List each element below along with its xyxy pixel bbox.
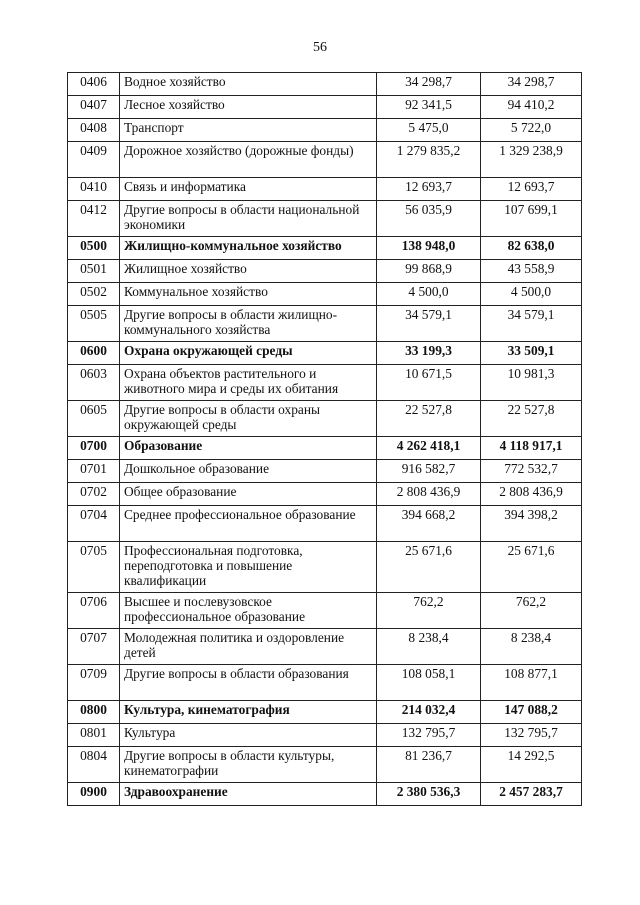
value-2013-cell: 34 298,7	[377, 73, 481, 96]
value-2013-cell: 99 868,9	[377, 260, 481, 283]
code-cell: 0406	[68, 73, 120, 96]
table-row	[68, 460, 582, 483]
value-2014-cell: 107 699,1	[481, 201, 582, 237]
name-cell: Другие вопросы в области образования	[120, 665, 377, 701]
code-cell: 0600	[68, 342, 120, 365]
value-2014-cell: 34 579,1	[481, 306, 582, 342]
value-2013-cell: 4 262 418,1	[377, 437, 481, 460]
table-row	[68, 542, 582, 593]
value-2014-cell: 34 298,7	[481, 73, 582, 96]
table-row	[68, 260, 582, 283]
budget-table-body	[68, 73, 582, 806]
code-cell: 0407	[68, 96, 120, 119]
name-cell: Дошкольное образование	[120, 460, 377, 483]
name-cell: Культура, кинематография	[120, 701, 377, 724]
table-row	[68, 437, 582, 460]
name-cell: Лесное хозяйство	[120, 96, 377, 119]
value-2013-cell: 25 671,6	[377, 542, 481, 593]
value-2013-cell: 916 582,7	[377, 460, 481, 483]
value-2013-cell: 10 671,5	[377, 365, 481, 401]
code-cell: 0605	[68, 401, 120, 437]
table-row	[68, 401, 582, 437]
value-2013-cell: 33 199,3	[377, 342, 481, 365]
value-2013-cell: 12 693,7	[377, 178, 481, 201]
name-cell: Молодежная политика и оздоровление детей	[120, 629, 377, 665]
name-cell: Коммунальное хозяйство	[120, 283, 377, 306]
value-2013-cell: 8 238,4	[377, 629, 481, 665]
value-2013-cell: 108 058,1	[377, 665, 481, 701]
table-row	[68, 306, 582, 342]
name-cell: Водное хозяйство	[120, 73, 377, 96]
name-cell: Охрана окружающей среды	[120, 342, 377, 365]
value-2013-cell: 4 500,0	[377, 283, 481, 306]
value-2014-cell: 2 808 436,9	[481, 483, 582, 506]
value-2014-cell: 5 722,0	[481, 119, 582, 142]
code-cell: 0408	[68, 119, 120, 142]
value-2013-cell: 2 808 436,9	[377, 483, 481, 506]
table-row	[68, 724, 582, 747]
value-2013-cell: 5 475,0	[377, 119, 481, 142]
name-cell: Дорожное хозяйство (дорожные фонды)	[120, 142, 377, 178]
name-cell: Жилищно-коммунальное хозяйство	[120, 237, 377, 260]
table-row	[68, 701, 582, 724]
name-cell: Другие вопросы в области охраны окружающей среды	[120, 401, 377, 437]
code-cell: 0704	[68, 506, 120, 542]
value-2013-cell: 762,2	[377, 593, 481, 629]
value-2014-cell: 94 410,2	[481, 96, 582, 119]
value-2014-cell: 22 527,8	[481, 401, 582, 437]
value-2014-cell: 8 238,4	[481, 629, 582, 665]
table-row	[68, 237, 582, 260]
name-cell: Охрана объектов растительного и животного мира и среды их обитания	[120, 365, 377, 401]
name-cell: Другие вопросы в области культуры, кинематографии	[120, 747, 377, 783]
value-2013-cell: 2 380 536,3	[377, 783, 481, 806]
name-cell: Жилищное хозяйство	[120, 260, 377, 283]
value-2014-cell: 25 671,6	[481, 542, 582, 593]
table-row	[68, 665, 582, 701]
value-2014-cell: 2 457 283,7	[481, 783, 582, 806]
value-2013-cell: 214 032,4	[377, 701, 481, 724]
table-row	[68, 201, 582, 237]
value-2014-cell: 132 795,7	[481, 724, 582, 747]
value-2014-cell: 4 500,0	[481, 283, 582, 306]
code-cell: 0603	[68, 365, 120, 401]
value-2013-cell: 92 341,5	[377, 96, 481, 119]
value-2013-cell: 22 527,8	[377, 401, 481, 437]
name-cell: Профессиональная подготовка, переподготовка и повышение квалификации	[120, 542, 377, 593]
name-cell: Другие вопросы в области жилищно-коммунального хозяйства	[120, 306, 377, 342]
table-row	[68, 119, 582, 142]
value-2013-cell: 81 236,7	[377, 747, 481, 783]
budget-table	[67, 72, 582, 806]
value-2014-cell: 762,2	[481, 593, 582, 629]
code-cell: 0501	[68, 260, 120, 283]
name-cell: Культура	[120, 724, 377, 747]
value-2014-cell: 10 981,3	[481, 365, 582, 401]
code-cell: 0409	[68, 142, 120, 178]
name-cell: Образование	[120, 437, 377, 460]
value-2014-cell: 14 292,5	[481, 747, 582, 783]
code-cell: 0705	[68, 542, 120, 593]
name-cell: Транспорт	[120, 119, 377, 142]
value-2014-cell: 43 558,9	[481, 260, 582, 283]
code-cell: 0410	[68, 178, 120, 201]
code-cell: 0804	[68, 747, 120, 783]
code-cell: 0412	[68, 201, 120, 237]
table-row	[68, 283, 582, 306]
code-cell: 0502	[68, 283, 120, 306]
table-row	[68, 593, 582, 629]
page-number: 56	[313, 40, 327, 55]
table-row	[68, 96, 582, 119]
code-cell: 0701	[68, 460, 120, 483]
table-row	[68, 483, 582, 506]
table-row	[68, 178, 582, 201]
value-2014-cell: 394 398,2	[481, 506, 582, 542]
value-2013-cell: 132 795,7	[377, 724, 481, 747]
code-cell: 0700	[68, 437, 120, 460]
table-row	[68, 747, 582, 783]
name-cell: Общее образование	[120, 483, 377, 506]
name-cell: Связь и информатика	[120, 178, 377, 201]
value-2014-cell: 147 088,2	[481, 701, 582, 724]
code-cell: 0709	[68, 665, 120, 701]
value-2014-cell: 4 118 917,1	[481, 437, 582, 460]
table-row	[68, 342, 582, 365]
value-2013-cell: 138 948,0	[377, 237, 481, 260]
value-2014-cell: 108 877,1	[481, 665, 582, 701]
code-cell: 0800	[68, 701, 120, 724]
table-row	[68, 365, 582, 401]
name-cell: Высшее и послевузовское профессиональное образование	[120, 593, 377, 629]
value-2013-cell: 394 668,2	[377, 506, 481, 542]
table-row	[68, 142, 582, 178]
code-cell: 0505	[68, 306, 120, 342]
code-cell: 0801	[68, 724, 120, 747]
value-2013-cell: 56 035,9	[377, 201, 481, 237]
value-2014-cell: 772 532,7	[481, 460, 582, 483]
value-2013-cell: 34 579,1	[377, 306, 481, 342]
code-cell: 0707	[68, 629, 120, 665]
value-2014-cell: 1 329 238,9	[481, 142, 582, 178]
code-cell: 0500	[68, 237, 120, 260]
name-cell: Среднее профессиональное образование	[120, 506, 377, 542]
table-row	[68, 506, 582, 542]
value-2014-cell: 12 693,7	[481, 178, 582, 201]
code-cell: 0702	[68, 483, 120, 506]
value-2014-cell: 82 638,0	[481, 237, 582, 260]
table-row	[68, 73, 582, 96]
table-row	[68, 783, 582, 806]
code-cell: 0900	[68, 783, 120, 806]
value-2013-cell: 1 279 835,2	[377, 142, 481, 178]
code-cell: 0706	[68, 593, 120, 629]
table-row	[68, 629, 582, 665]
name-cell: Здравоохранение	[120, 783, 377, 806]
name-cell: Другие вопросы в области национальной экономики	[120, 201, 377, 237]
value-2014-cell: 33 509,1	[481, 342, 582, 365]
